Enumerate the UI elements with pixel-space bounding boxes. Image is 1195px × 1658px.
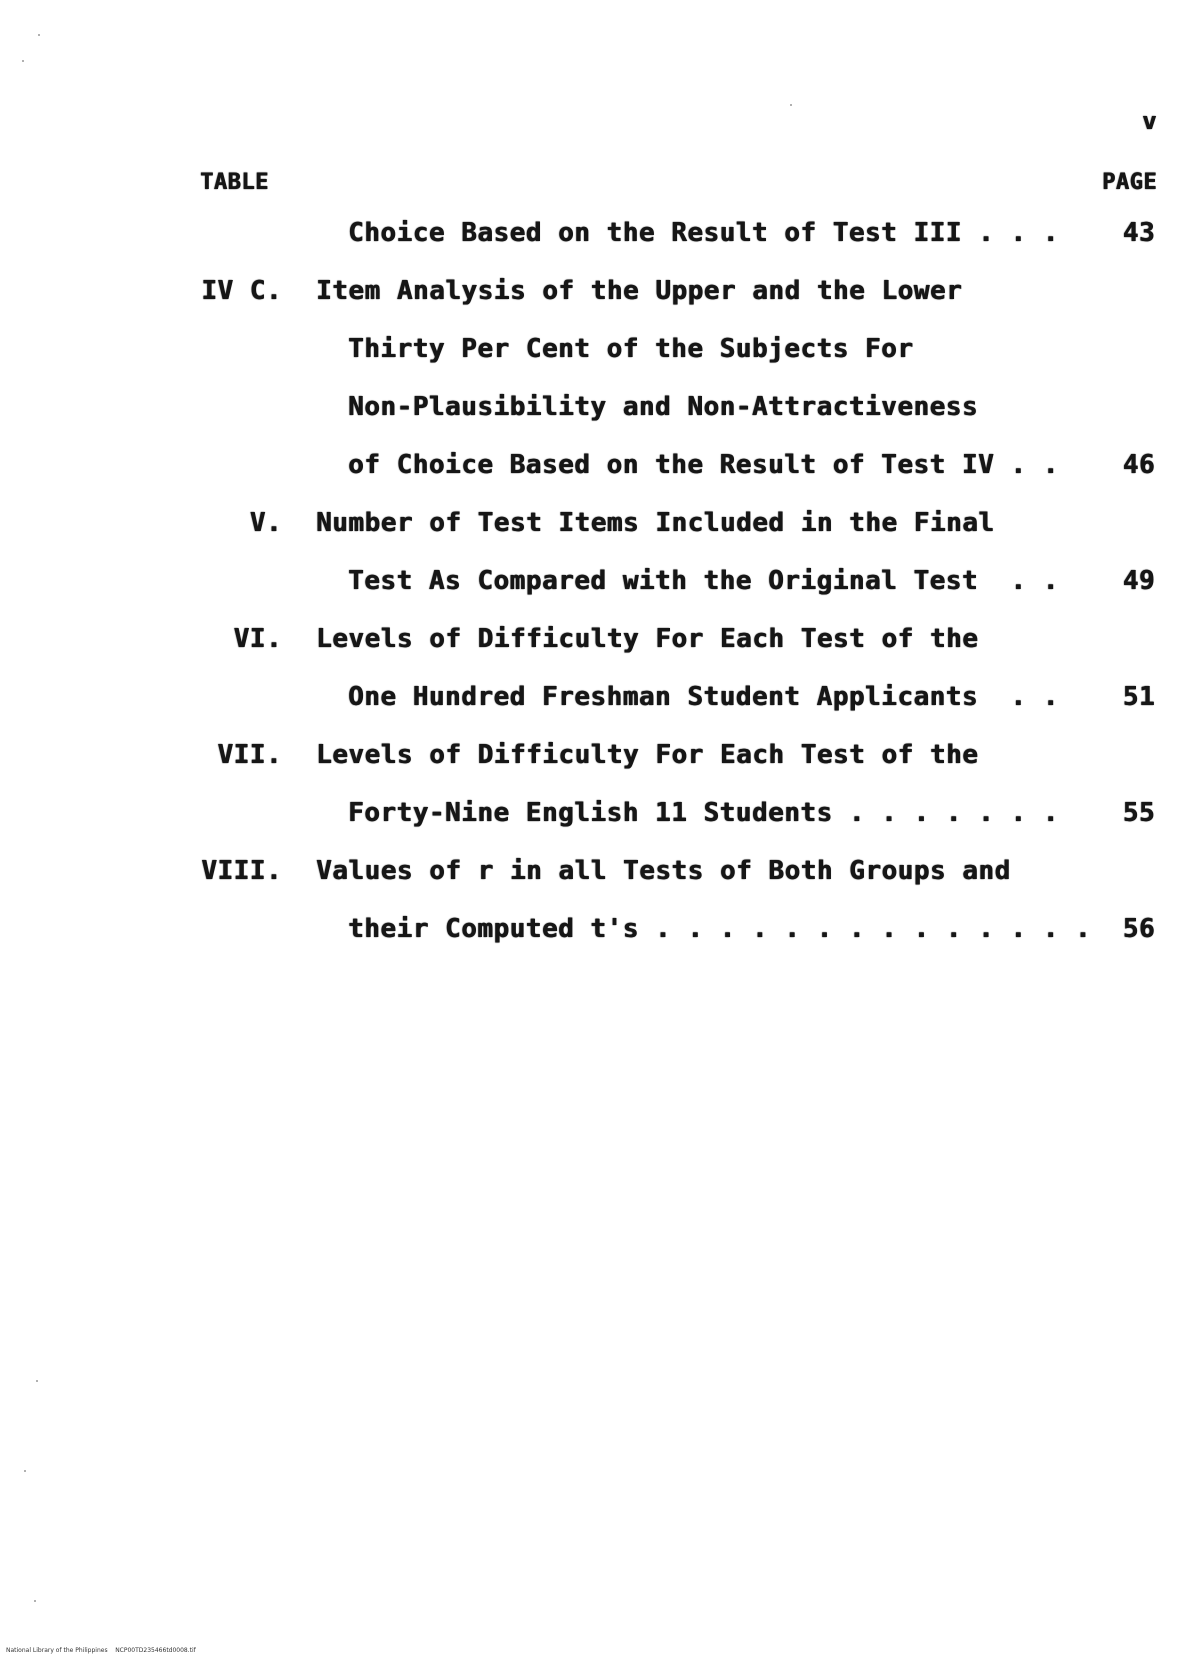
toc-entry-page: 56 [1122,914,1155,944]
toc-entry-line: Item Analysis of the Upper and the Lower [316,276,963,306]
toc-entry-line: their Computed t's . . . . . . . . . . . . . . [348,914,1092,944]
scan-speck [24,1470,26,1472]
toc-entry-page: 55 [1122,798,1155,828]
toc-entry-number: V. [249,508,282,538]
toc-entry-line: Test As Compared with the Original Test . . [348,566,1059,596]
toc-entry-number: VIII. [201,856,282,886]
table-column-header: TABLE [200,170,269,195]
toc-entry-line: Levels of Difficulty For Each Test of the [316,740,979,770]
toc-entry-line: Thirty Per Cent of the Subjects For [348,334,914,364]
scan-speck [22,60,24,62]
toc-entry-line: Non-Plausibility and Non-Attractiveness [348,392,978,422]
toc-entry-page: 43 [1122,218,1155,248]
roman-page-number: v [1142,107,1157,135]
scan-speck [38,34,40,36]
toc-entry-line: Number of Test Items Included in the Final [316,508,995,538]
toc-entry-page: 51 [1122,682,1155,712]
toc-entry-line: Levels of Difficulty For Each Test of the [316,624,979,654]
toc-entry-number: VI. [233,624,282,654]
toc-entry-number: IV C. [201,276,282,306]
toc-entry-line: Forty-Nine English 11 Students . . . . . . . [348,798,1059,828]
scan-footer-caption: National Library of the Philippines NCP00TD235466td0008.tif [6,1647,196,1654]
toc-entry-line: Choice Based on the Result of Test III . . . [348,218,1059,248]
toc-entry-line: One Hundred Freshman Student Applicants . . [348,682,1059,712]
page-column-header: PAGE [1102,170,1157,195]
toc-entry-number: VII. [217,740,282,770]
scan-speck [790,104,792,106]
scan-speck [36,1380,38,1382]
toc-entry-page: 46 [1122,450,1155,480]
toc-entry-line: Values of r in all Tests of Both Groups and [316,856,1011,886]
toc-entry-line: of Choice Based on the Result of Test IV . . [348,450,1059,480]
toc-entry-page: 49 [1122,566,1155,596]
scan-speck [34,1600,36,1602]
